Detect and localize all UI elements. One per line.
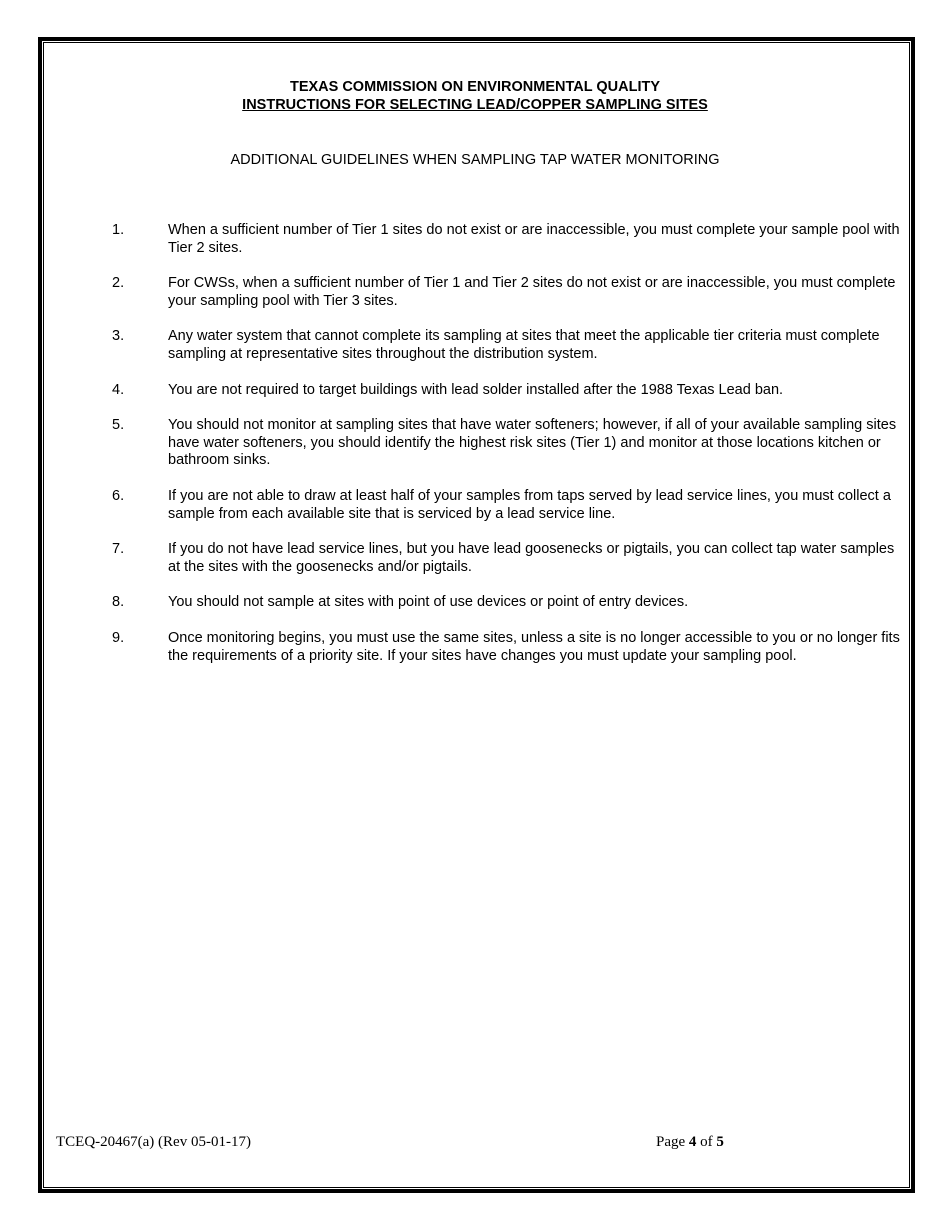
document-header	[0, 78, 950, 114]
list-item	[112, 382, 902, 400]
list-item	[112, 417, 902, 470]
page-total: 5	[716, 1134, 724, 1150]
item-number: 4.	[112, 381, 125, 398]
form-id: TCEQ-20467(a) (Rev 05-01-17)	[56, 1134, 251, 1150]
list-item	[112, 222, 902, 257]
list-item	[112, 630, 902, 665]
list-item	[112, 541, 902, 576]
page-indicator	[656, 1133, 724, 1151]
item-text: You are not required to target buildings with lead solder installed after the 1988 Texas Lead ban.	[168, 381, 784, 398]
agency-name: TEXAS COMMISSION ON ENVIRONMENTAL QUALITY	[289, 79, 661, 95]
guidelines-list	[112, 222, 902, 683]
page-current: 4	[688, 1134, 697, 1150]
page-word: Page	[656, 1134, 686, 1150]
item-text: Once monitoring begins, you must use the same sites, unless a site is no longer accessible to you or no longer fits the requirements of a priority site. If your sites have changes you must update your sampling pool.	[168, 629, 900, 664]
item-text: When a sufficient number of Tier 1 sites do not exist or are inaccessible, you must complete your sample pool with Tier 2 sites.	[168, 222, 900, 256]
list-item	[112, 594, 902, 612]
document-title: INSTRUCTIONS FOR SELECTING LEAD/COPPER SAMPLING SITES	[242, 97, 708, 113]
item-number: 7.	[112, 541, 125, 558]
list-item	[112, 275, 902, 310]
of-word: of	[700, 1134, 713, 1150]
item-text: Any water system that cannot complete its sampling at sites that meet the applicable tier criteria must complete sampling at representative sites throughout the distribution system.	[168, 328, 880, 362]
list-item	[112, 488, 902, 523]
item-number: 3.	[112, 328, 125, 345]
item-number: 5.	[112, 417, 125, 434]
item-number: 6.	[112, 487, 125, 504]
item-number: 1.	[112, 222, 125, 238]
item-text: You should not monitor at sampling sites that have water softeners; however, if all of your available sampling sites have water softeners, you should identify the highest risk sites (Tier 1) and monitor at those locations kitchen or bathroom sinks.	[168, 417, 897, 469]
item-number: 8.	[112, 594, 125, 611]
list-item	[112, 328, 902, 363]
item-text: If you do not have lead service lines, but you have lead goosenecks or pigtails, you can collect tap water samples at the sites with the goosenecks and/or pigtails.	[168, 541, 895, 575]
item-text: You should not sample at sites with point of use devices or point of entry devices.	[168, 594, 689, 611]
item-text: For CWSs, when a sufficient number of Tier 1 and Tier 2 sites do not exist or are inaccessible, you must complete your sampling pool with Tier 3 sites.	[168, 275, 896, 309]
item-text: If you are not able to draw at least half of your samples from taps served by lead service lines, you must collect a sample from each available site that is serviced by a lead service line.	[168, 487, 891, 522]
item-number: 2.	[112, 275, 125, 292]
document-subtitle: ADDITIONAL GUIDELINES WHEN SAMPLING TAP WATER MONITORING	[230, 152, 720, 168]
item-number: 9.	[112, 629, 125, 646]
